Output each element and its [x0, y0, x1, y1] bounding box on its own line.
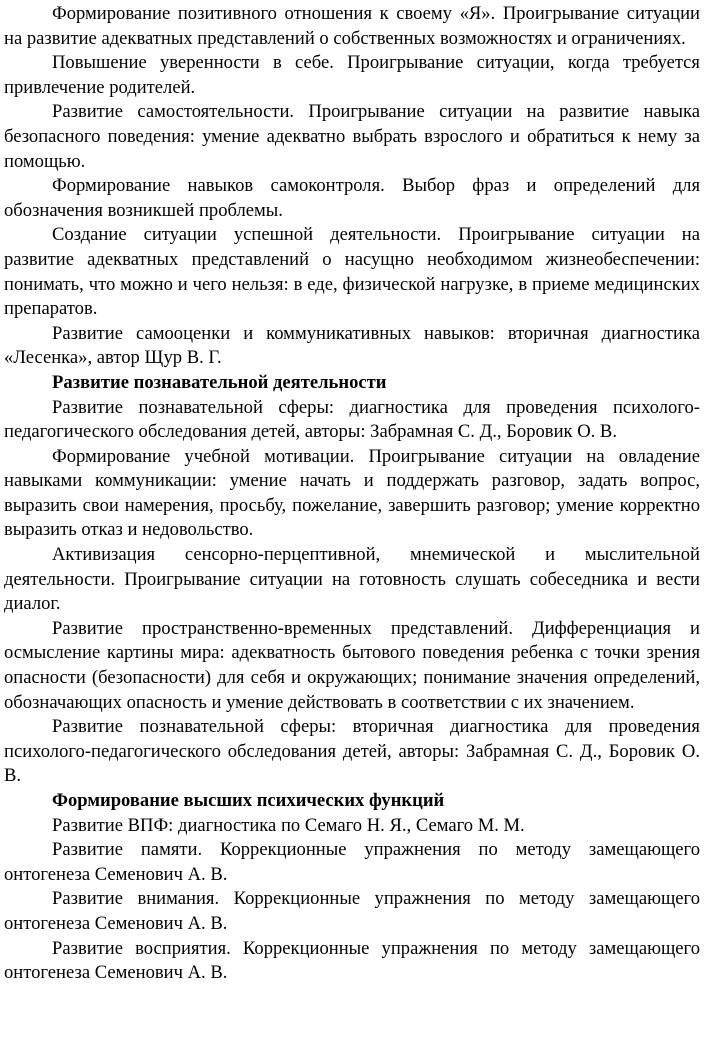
paragraph-perception: Развитие восприятия. Коррекционные упражнения по методу замещающего онтогенеза Семенович А. В.	[4, 937, 700, 984]
paragraph-hmf-diagnostics: Развитие ВПФ: диагностика по Семаго Н. Я., Семаго М. М.	[52, 814, 525, 836]
paragraph-spatial-temporal: Развитие пространственно-временных представлений. Дифференциация и осмысление картины мира: адекватность бытового поведения ребенка с точки зрения опасности (безопасности) для себя и окружающих; понимание значения определений, обозначающих опасность и умение действовать в соответствии с их значением.	[4, 617, 700, 713]
paragraph-memory: Развитие памяти. Коррекционные упражнения по методу замещающего онтогенеза Семенович А. В.	[4, 839, 700, 885]
paragraph-cognitive-sphere-diagnostics: Развитие познавательной сферы: диагностика для проведения психолого-педагогического обследования детей, авторы: Забрамная С. Д., Боровик О. В.	[4, 396, 700, 443]
section-heading-higher-mental-functions: Формирование высших психических функций	[52, 790, 445, 811]
paragraph-self-esteem: Развитие самооценки и коммуникативных навыков: вторичная диагностика «Лесенка», автор Щур В. Г.	[4, 322, 700, 369]
paragraph-attention: Развитие внимания. Коррекционные упражнения по методу замещающего онтогенеза Семенович А. В.	[4, 888, 700, 934]
paragraph-self-control: Формирование навыков самоконтроля. Выбор фраз и определений для обозначения возникшей проблемы.	[4, 175, 700, 221]
paragraph-independence: Развитие самостоятельности. Проигрывание ситуации на развитие навыка безопасного поведения: умение адекватно выбрать взрослого и обратиться к нему за помощью.	[4, 101, 700, 172]
section-heading-cognitive-activity: Развитие познавательной деятельности	[52, 371, 387, 393]
paragraph-positive-self: Формирование позитивного отношения к своему «Я». Проигрывание ситуации на развитие адекватных представлений о собственных возможностях и ограничениях.	[4, 3, 700, 49]
paragraph-successful-activity: Создание ситуации успешной деятельности. Проигрывание ситуации на развитие адекватных представлений о насущно необходимом жизнеобеспечении: понимать, что можно и чего нельзя: в еде, физической нагрузке, в приеме медицинских препаратов.	[4, 224, 700, 320]
paragraph-secondary-diagnostics: Развитие познавательной сферы: вторичная диагностика для проведения психолого-педагогического обследования детей, авторы: Забрамная С. Д., Боровик О. В.	[4, 716, 700, 787]
paragraph-self-confidence: Повышение уверенности в себе. Проигрывание ситуации, когда требуется привлечение родителей.	[4, 52, 700, 98]
paragraph-learning-motivation: Формирование учебной мотивации. Проигрывание ситуации на овладение навыками коммуникации: умение начать и поддержать разговор, задать вопрос, выразить свои намерения, просьбу, пожелание, завершить разговор; умение корректно выразить отказ и недовольство.	[4, 445, 700, 541]
paragraph-sensory-activation: Активизация сенсорно-перцептивной, мнемической и мыслительной деятельности. Проигрывание ситуации на готовность слушать собеседника и вести диалог.	[4, 544, 700, 615]
